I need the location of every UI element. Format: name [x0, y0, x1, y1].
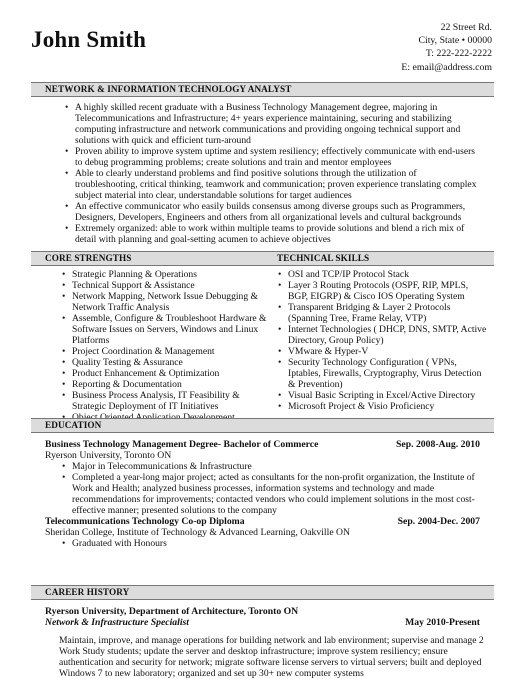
summary-item: • Able to clearly understand problems and find positive solutions through the utilization of troubleshooting, critical thinking, teamwork and communication; proven experience translating complex subject material into clear, understandable solutions for target audiences: [75, 168, 480, 201]
candidate-name: John Smith: [31, 27, 147, 52]
summary-list: [75, 102, 480, 245]
education-degree: Business Technology Management Degree- Bachelor of Commerce: [45, 439, 319, 450]
skill-item: • Visual Basic Scripting in Excel/Active Directory: [288, 390, 488, 401]
contact-email: E: email@address.com: [401, 61, 492, 73]
career-description: Maintain, improve, and manage operations for building network and lab environment; supervise and manage 2 Work Study students; update the server and desktop infrastructure; improve system resiliency; ensure authentication and security for network; migrate software license servers to virtual servers; built and deployed Windows 7 to new laboratory; organized and set up 30+ new computer systems: [59, 635, 484, 679]
skill-item: • OSI and TCP/IP Protocol Stack: [288, 269, 488, 280]
education-school: Sheridan College, Institute of Technology & Advanced Learning, Oakville ON: [45, 527, 351, 538]
contact-block: [401, 21, 492, 74]
skill-item: • Microsoft Project & Visio Proficiency: [288, 401, 488, 412]
education-point: • Graduated with Honours: [72, 538, 488, 549]
summary-item: • A highly skilled recent graduate with a Business Technology Management degree, majoring in Telecommunications and Infrastructure; 4+ years experience maintaining, securing and stabilizing computing infrastructure and network communications and providing ongoing technical support and solutions with quick and efficient turn-around: [75, 102, 480, 146]
strength-item: • Assemble, Configure & Troubleshoot Hardware & Software Issues on Servers, Windows and Linux Platforms: [72, 313, 272, 346]
skill-item: • Internet Technologies ( DHCP, DNS, SMTP, Active Directory, Group Policy): [288, 324, 488, 346]
section-title-education: EDUCATION: [45, 420, 102, 430]
section-header-skills: [31, 251, 494, 266]
summary-item: • Extremely organized: able to work within multiple teams to provide solutions and blend a rich mix of detail with planning and goal-setting acumen to achieve objectives: [75, 223, 480, 245]
skill-item: • Security Technology Configuration ( VPNs, Iptables, Firewalls, Cryptography, Virus Detection & Prevention): [288, 357, 488, 390]
education-point: • Major in Telecommunications & Infrastructure: [72, 461, 488, 472]
section-title-technical: TECHNICAL SKILLS: [277, 253, 370, 263]
strength-item: • Product Enhancement & Optimization: [72, 368, 272, 379]
section-header-summary: [31, 82, 494, 97]
skill-item: • Layer 3 Routing Protocols (OSPF, RIP, MPLS, BGP, EIGRP) & Cisco IOS Operating System: [288, 280, 488, 302]
section-header-career: [31, 585, 494, 600]
education-points: [72, 538, 488, 549]
education-points: [72, 461, 488, 516]
summary-item: • An effective communicator who easily builds consensus among diverse groups such as Programmers, Designers, Developers, Engineers and others from all organizational levels and cultural backgrounds: [75, 201, 480, 223]
skill-item: • VMware & Hyper-V: [288, 346, 488, 357]
education-dates: Sep. 2004-Dec. 2007: [397, 516, 480, 527]
contact-city: City, State • 00000: [418, 35, 492, 47]
strength-item: • Business Process Analysis, IT Feasibility & Strategic Deployment of IT Initiatives: [72, 390, 272, 412]
career-dates: May 2010-Present: [405, 617, 480, 628]
strength-item: • Reporting & Documentation: [72, 379, 272, 390]
strength-item: • Strategic Planning & Operations: [72, 269, 272, 280]
education-school: Ryerson University, Toronto ON: [45, 450, 172, 461]
contact-phone: T: 222-222-2222: [425, 48, 492, 60]
technical-skills-list: [288, 269, 488, 412]
career-role: Network & Infrastructure Specialist: [45, 617, 189, 628]
skill-item: • Transparent Bridging & Layer 2 Protocols (Spanning Tree, Frame Relay, VTP): [288, 302, 488, 324]
education-degree: Telecommunications Technology Co-op Diploma: [45, 516, 245, 527]
education-point: • Completed a year-long major project; acted as consultants for the non-profit organization, the Institute of Work and Health; analyzed business processes, information systems and technology and made recommendations for improvements; contacted vendors who could implement solutions in the most cost-effective manner; presented solutions to the company: [72, 472, 488, 516]
education-dates: Sep. 2008-Aug. 2010: [396, 439, 480, 450]
section-title-career: CAREER HISTORY: [45, 587, 130, 597]
core-strengths-list: [72, 269, 272, 423]
section-header-education: [31, 418, 494, 433]
strength-item: • Project Coordination & Management: [72, 346, 272, 357]
strength-item: • Quality Testing & Assurance: [72, 357, 272, 368]
section-title-strengths: CORE STRENGTHS: [45, 253, 132, 263]
summary-item: • Proven ability to improve system uptime and system resiliency; effectively communicate with end-users to debug programming problems; create solutions and train and mentor employees: [75, 146, 480, 168]
career-organization: Ryerson University, Department of Architecture, Toronto ON: [45, 606, 299, 617]
section-title-summary: NETWORK & INFORMATION TECHNOLOGY ANALYST: [45, 84, 292, 94]
strength-item: • Technical Support & Assistance: [72, 280, 272, 291]
contact-street: 22 Street Rd.: [440, 22, 492, 33]
strength-item: • Network Mapping, Network Issue Debugging & Network Traffic Analysis: [72, 291, 272, 313]
